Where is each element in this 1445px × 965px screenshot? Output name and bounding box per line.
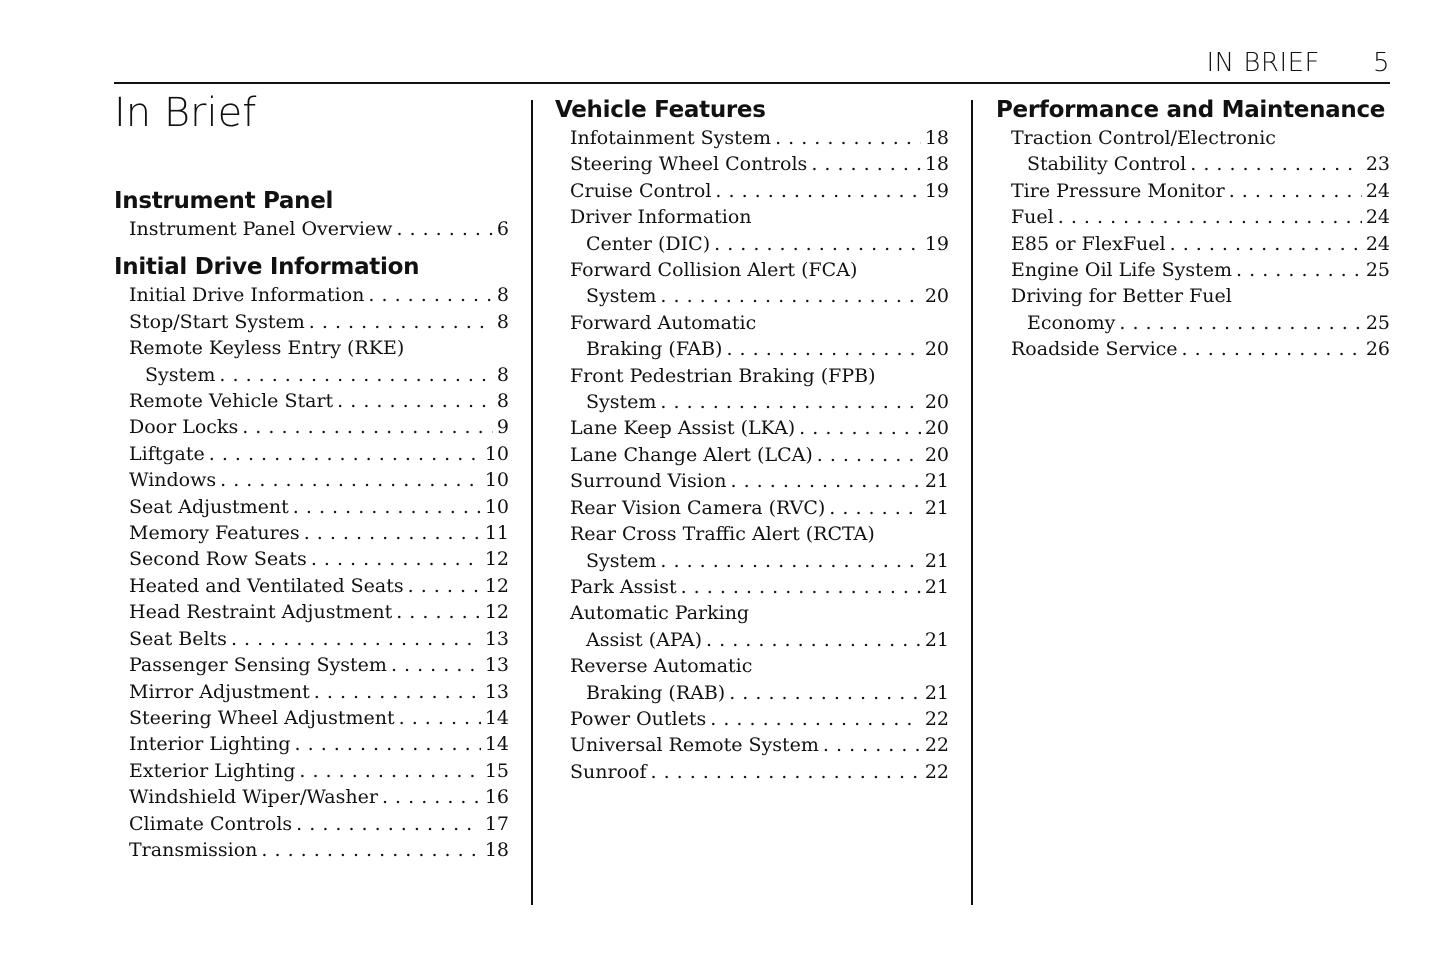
- toc-entry-line: [129, 731, 509, 757]
- toc-entry[interactable]: [114, 388, 509, 414]
- dot-leader: [817, 442, 921, 468]
- toc-entry[interactable]: [555, 521, 949, 574]
- toc-entry-title: Driving for Better Fuel: [1011, 285, 1232, 308]
- toc-entry-title: Memory Features: [129, 522, 300, 545]
- toc-entry-title: Stability Control: [1027, 153, 1187, 176]
- toc-entry-title: Braking (RAB): [586, 681, 726, 704]
- toc-page-number: 8: [496, 390, 509, 413]
- toc-entry-title: Fuel: [1011, 206, 1054, 229]
- dot-leader: [220, 467, 481, 493]
- toc-page-number: 6: [496, 218, 509, 240]
- dot-leader: [811, 151, 921, 177]
- toc-page-number: 12: [484, 574, 509, 597]
- toc-entry-line: [570, 468, 949, 494]
- toc-entry[interactable]: [555, 653, 949, 706]
- toc-entry-line: [570, 178, 949, 204]
- toc-page-number: 20: [924, 285, 949, 308]
- toc-entry-line: [129, 467, 509, 493]
- dot-leader: [337, 388, 493, 414]
- toc-entry[interactable]: [555, 257, 949, 310]
- toc-entry[interactable]: [114, 705, 509, 731]
- toc-entry-title: Initial Drive Information: [129, 284, 365, 307]
- toc-page-number: 20: [924, 338, 949, 361]
- dot-leader: [209, 441, 481, 467]
- toc-entry-line: [129, 784, 509, 810]
- dot-leader: [729, 680, 921, 706]
- toc-entry-title: Tire Pressure Monitor: [1011, 179, 1225, 202]
- dot-leader: [309, 309, 493, 335]
- toc-entry-title: Seat Belts: [129, 627, 227, 650]
- toc-entry-title: Front Pedestrian Braking (FPB): [570, 364, 876, 387]
- toc-entry-title: Lane Keep Assist (LKA): [570, 417, 796, 440]
- toc-entry-title: Seat Adjustment: [129, 495, 289, 518]
- toc-page-number: 19: [924, 232, 949, 255]
- toc-page-number: 8: [496, 310, 509, 333]
- dot-leader: [1170, 231, 1362, 257]
- toc-entry-title: Rear Vision Camera (RVC): [570, 496, 826, 519]
- toc-entry-line: [570, 336, 949, 362]
- toc-entry[interactable]: [555, 468, 949, 494]
- toc-entry[interactable]: [555, 706, 949, 732]
- toc-page-number: 21: [924, 549, 949, 572]
- toc-page-number: 12: [484, 601, 509, 624]
- dot-leader: [261, 837, 480, 863]
- toc-entry-title: Forward Collision Alert (FCA): [570, 259, 858, 282]
- toc-page-number: 14: [484, 706, 509, 729]
- toc-entry-title: Engine Oil Life System: [1011, 259, 1233, 282]
- toc-entry[interactable]: [114, 414, 509, 440]
- dot-leader: [1229, 178, 1362, 204]
- section-heading-performance-and-maintenance: Performance and Maintenance: [996, 97, 1386, 123]
- toc-entry[interactable]: [114, 731, 509, 757]
- dot-leader: [1119, 310, 1361, 336]
- toc-entry-line: [129, 837, 509, 863]
- toc-page-number: 8: [496, 284, 509, 307]
- dot-leader: [295, 731, 481, 757]
- dot-leader: [660, 283, 920, 309]
- toc-entry-title: Windshield Wiper/Washer: [129, 786, 378, 809]
- toc-entry-line: [129, 811, 509, 837]
- toc-entry-title: Remote Keyless Entry (RKE): [129, 337, 405, 360]
- toc-page-number: 21: [924, 470, 949, 493]
- toc-entry[interactable]: [114, 652, 509, 678]
- toc-entry[interactable]: [555, 442, 949, 468]
- toc-page-number: 13: [484, 680, 509, 703]
- toc-entry-line: [1011, 125, 1390, 151]
- toc-entry[interactable]: [114, 335, 509, 388]
- toc-entry-title: Passenger Sensing System: [129, 654, 387, 677]
- toc-page-number: 18: [484, 838, 509, 861]
- toc-page-number: 26: [1365, 338, 1390, 361]
- column-divider-1: [531, 100, 533, 905]
- toc-page-number: 9: [496, 416, 509, 439]
- toc-entry-line: [570, 125, 949, 151]
- toc-entry-title: System: [586, 391, 657, 414]
- toc-entry[interactable]: [555, 363, 949, 416]
- dot-leader: [726, 336, 920, 362]
- dot-leader: [231, 626, 481, 652]
- toc-entry-line: [129, 705, 509, 731]
- toc-entry[interactable]: [996, 204, 1390, 230]
- dot-leader: [799, 415, 921, 441]
- dot-leader: [408, 573, 481, 599]
- page-number: 5: [1372, 48, 1390, 78]
- toc-entry-title: Power Outlets: [570, 707, 707, 730]
- toc-entry-line: [570, 151, 949, 177]
- dot-leader: [391, 652, 481, 678]
- dot-leader: [681, 574, 921, 600]
- toc-entry[interactable]: [555, 495, 949, 521]
- toc-entry-title: Lane Change Alert (LCA): [570, 443, 813, 466]
- toc-entry-title: Exterior Lighting: [129, 759, 296, 782]
- toc-entry[interactable]: [114, 546, 509, 572]
- toc-entry[interactable]: [114, 599, 509, 625]
- dot-leader: [242, 414, 493, 440]
- toc-page-number: 20: [924, 443, 949, 466]
- toc-entry[interactable]: [555, 600, 949, 653]
- toc-entry[interactable]: [996, 283, 1390, 336]
- toc-entry-line: [1011, 283, 1390, 309]
- dot-leader: [1236, 257, 1362, 283]
- toc-entry-title: System: [145, 363, 216, 386]
- toc-page-number: 12: [484, 548, 509, 571]
- toc-entry-line: [1011, 204, 1390, 230]
- toc-entry-line: [129, 282, 509, 308]
- toc-entry[interactable]: [114, 282, 509, 308]
- toc-entry-line: [570, 363, 949, 389]
- toc-entry[interactable]: [555, 204, 949, 257]
- toc-entry[interactable]: [555, 178, 949, 204]
- toc-entry[interactable]: [996, 336, 1390, 362]
- toc-page-number: 21: [924, 575, 949, 598]
- toc-entry[interactable]: [555, 759, 949, 785]
- toc-page-number: 18: [924, 153, 949, 176]
- header-rule: [114, 82, 1390, 84]
- dot-leader: [660, 389, 920, 415]
- toc-entry-line: [570, 759, 949, 785]
- toc-entry-title: System: [586, 549, 657, 572]
- toc-page-number: 10: [484, 442, 509, 465]
- toc-entry[interactable]: [114, 520, 509, 546]
- dot-leader: [396, 599, 481, 625]
- toc-entry-title: Steering Wheel Adjustment: [129, 706, 395, 729]
- dot-leader: [829, 495, 921, 521]
- toc-page-number: 22: [924, 760, 949, 783]
- section-heading-vehicle-features: Vehicle Features: [555, 97, 766, 123]
- toc-page-number: 14: [484, 733, 509, 756]
- dot-leader: [311, 546, 481, 572]
- toc-entry-title: Driver Information: [570, 206, 752, 229]
- toc-entry-line: [570, 204, 949, 230]
- dot-leader: [706, 627, 921, 653]
- toc-entry-title: Infotainment System: [570, 127, 772, 149]
- toc-entry-line: [570, 310, 949, 336]
- toc-entry-line: [1011, 151, 1390, 177]
- toc-entry-title: Heated and Ventilated Seats: [129, 574, 404, 597]
- toc-entry-title: Instrument Panel Overview: [129, 218, 393, 240]
- toc-entry[interactable]: [114, 837, 509, 863]
- toc-entry[interactable]: [555, 574, 949, 600]
- toc-entry-line: [129, 679, 509, 705]
- dot-leader: [1058, 204, 1362, 230]
- toc-entry-line: [570, 653, 949, 679]
- toc-entry-title: Universal Remote System: [570, 734, 819, 757]
- toc-page-number: 10: [484, 469, 509, 492]
- dot-leader: [710, 706, 921, 732]
- dot-leader: [715, 178, 920, 204]
- toc-entry[interactable]: [996, 257, 1390, 283]
- toc-entry-line: [129, 441, 509, 467]
- toc-entry[interactable]: [555, 415, 949, 441]
- toc-entry[interactable]: [555, 732, 949, 758]
- toc-page-number: 24: [1365, 232, 1390, 255]
- toc-entry-title: Stop/Start System: [129, 310, 305, 333]
- dot-leader: [1182, 336, 1362, 362]
- toc-entry-line: [570, 442, 949, 468]
- toc-entry-title: Park Assist: [570, 575, 677, 598]
- toc-entry-title: Economy: [1027, 311, 1116, 334]
- toc-entry[interactable]: [996, 178, 1390, 204]
- toc-entry-line: [570, 574, 949, 600]
- dot-leader: [775, 125, 921, 151]
- toc-entry-line: [129, 546, 509, 572]
- dot-leader: [382, 784, 481, 810]
- toc-entry-title: Liftgate: [129, 442, 205, 465]
- toc-page-number: 18: [924, 127, 949, 149]
- toc-entry-title: Windows: [129, 469, 217, 492]
- toc-entry-title: Sunroof: [570, 760, 647, 783]
- toc-entry-line: [1011, 178, 1390, 204]
- toc-entry-line: [570, 600, 949, 626]
- toc-entry-title: Door Locks: [129, 416, 239, 439]
- toc-entry[interactable]: [114, 441, 509, 467]
- toc-entry-line: [570, 415, 949, 441]
- column-divider-2: [971, 100, 973, 905]
- section-gap: [114, 242, 509, 252]
- toc-page-number: 13: [484, 654, 509, 677]
- toc-entry-title: Roadside Service: [1011, 338, 1178, 361]
- toc-entry-line: [129, 309, 509, 335]
- toc-entry-line: [129, 388, 509, 414]
- toc-page-number: 25: [1365, 311, 1390, 334]
- toc-entry-line: [1011, 231, 1390, 257]
- dot-leader: [399, 705, 481, 731]
- toc-entry-line: [129, 520, 509, 546]
- toc-entry-title: Center (DIC): [586, 232, 711, 255]
- toc-page-number: 24: [1365, 179, 1390, 202]
- toc-page-number: 10: [484, 495, 509, 518]
- toc-entry-line: [129, 335, 509, 361]
- dot-leader: [314, 679, 481, 705]
- dot-leader: [293, 494, 481, 520]
- toc-page-number: 15: [484, 759, 509, 782]
- running-head: IN BRIEF: [1206, 48, 1320, 78]
- toc-entry[interactable]: [114, 467, 509, 493]
- toc-entry-line: [1011, 336, 1390, 362]
- toc-page-number: 22: [924, 734, 949, 757]
- toc-column-1: [114, 186, 509, 863]
- toc-page-number: 11: [484, 522, 509, 545]
- toc-entry-line: [129, 573, 509, 599]
- toc-page-number: 20: [924, 391, 949, 414]
- toc-page-number: 16: [484, 786, 509, 809]
- toc-entry-line: [570, 627, 949, 653]
- toc-column-3: [996, 95, 1390, 363]
- toc-entry-title: Braking (FAB): [586, 338, 723, 361]
- toc-entry-title: Transmission: [129, 838, 258, 861]
- toc-page-number: 13: [484, 627, 509, 650]
- toc-entry-title: Climate Controls: [129, 812, 293, 835]
- toc-entry-line: [570, 548, 949, 574]
- toc-page-number: 17: [484, 812, 509, 835]
- dot-leader: [396, 216, 492, 242]
- toc-entry-line: [570, 495, 949, 521]
- toc-entry[interactable]: [996, 125, 1390, 178]
- dot-leader: [299, 758, 480, 784]
- toc-entry-line: [129, 758, 509, 784]
- toc-entry-title: Head Restraint Adjustment: [129, 601, 393, 624]
- toc-entry[interactable]: [114, 679, 509, 705]
- toc-page-number: 21: [924, 496, 949, 519]
- toc-entry-line: [570, 521, 949, 547]
- toc-entry-title: Traction Control/Electronic: [1011, 127, 1276, 149]
- toc-entry-line: [570, 389, 949, 415]
- toc-page-number: 8: [496, 363, 509, 386]
- toc-page-number: 20: [924, 417, 949, 440]
- toc-entry-line: [570, 283, 949, 309]
- toc-page-number: 23: [1365, 153, 1390, 176]
- toc-entry-title: Surround Vision: [570, 470, 727, 493]
- dot-leader: [1190, 151, 1362, 177]
- toc-entry-title: Assist (APA): [586, 628, 703, 651]
- dot-leader: [731, 468, 921, 494]
- toc-entry-line: [570, 231, 949, 257]
- toc-entry-title: Cruise Control: [570, 179, 712, 202]
- toc-entry[interactable]: [114, 811, 509, 837]
- toc-entry-title: Interior Lighting: [129, 733, 291, 756]
- toc-entry-title: Forward Automatic: [570, 311, 757, 334]
- toc-entry-line: [129, 599, 509, 625]
- toc-entry[interactable]: [114, 626, 509, 652]
- toc-entry-line: [129, 414, 509, 440]
- toc-column-2: [555, 95, 949, 785]
- toc-entry-title: Automatic Parking: [570, 602, 750, 625]
- toc-entry-line: [129, 626, 509, 652]
- toc-page-number: 22: [924, 707, 949, 730]
- toc-entry-line: [129, 494, 509, 520]
- dot-leader: [650, 759, 920, 785]
- toc-entry-title: Reverse Automatic: [570, 655, 753, 678]
- toc-page-number: 24: [1365, 206, 1390, 229]
- toc-entry-line: [129, 652, 509, 678]
- toc-entry-title: E85 or FlexFuel: [1011, 232, 1166, 255]
- dot-leader: [823, 732, 921, 758]
- toc-entry[interactable]: [114, 573, 509, 599]
- toc-entry-title: Remote Vehicle Start: [129, 390, 334, 413]
- toc-page-number: 21: [924, 681, 949, 704]
- toc-entry[interactable]: [555, 125, 949, 151]
- toc-entry-title: Steering Wheel Controls: [570, 153, 808, 176]
- toc-entry-line: [1011, 257, 1390, 283]
- toc-entry-line: [570, 732, 949, 758]
- toc-page-number: 19: [924, 179, 949, 202]
- section-heading-initial-drive-information: Initial Drive Information: [114, 254, 420, 281]
- toc-entry[interactable]: [114, 494, 509, 520]
- toc-entry-line: [1011, 310, 1390, 336]
- toc-entry[interactable]: [555, 310, 949, 363]
- dot-leader: [296, 811, 481, 837]
- toc-entry-line: [570, 257, 949, 283]
- toc-entry-line: [570, 706, 949, 732]
- toc-page-number: 25: [1365, 259, 1390, 282]
- page-title: In Brief: [114, 90, 257, 136]
- dot-leader: [219, 362, 493, 388]
- toc-entry-line: [570, 680, 949, 706]
- dot-leader: [304, 520, 481, 546]
- toc-entry[interactable]: [996, 231, 1390, 257]
- section-heading-instrument-panel: Instrument Panel: [114, 188, 334, 214]
- toc-entry[interactable]: [114, 309, 509, 335]
- toc-entry[interactable]: [555, 151, 949, 177]
- toc-entry-line: [129, 216, 509, 242]
- dot-leader: [368, 282, 492, 308]
- dot-leader: [660, 548, 920, 574]
- toc-entry[interactable]: [114, 784, 509, 810]
- toc-entry-title: Second Row Seats: [129, 548, 307, 571]
- toc-entry[interactable]: [114, 216, 509, 242]
- toc-entry-line: [129, 362, 509, 388]
- toc-entry-title: System: [586, 285, 657, 308]
- toc-page-number: 21: [924, 628, 949, 651]
- dot-leader: [714, 231, 921, 257]
- toc-entry-title: Rear Cross Traffic Alert (RCTA): [570, 523, 875, 546]
- toc-entry[interactable]: [114, 758, 509, 784]
- toc-entry-title: Mirror Adjustment: [129, 680, 310, 703]
